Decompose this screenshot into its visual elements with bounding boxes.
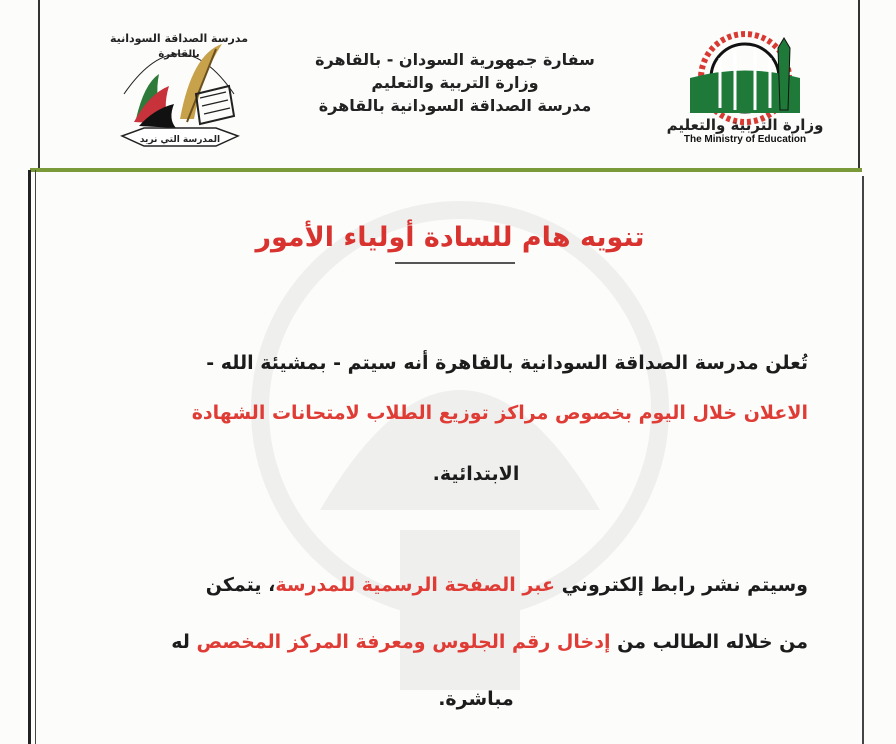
frame-right — [862, 176, 864, 744]
frame-top-left — [38, 0, 40, 170]
title-underline — [395, 262, 515, 264]
notice-line-2: الاعلان خلال اليوم بخصوص مراكز توزيع الطلاب لامتحانات الشهادة — [191, 402, 808, 424]
school-logo-arc-text: مدرسة الصداقة السودانية — [109, 32, 249, 45]
school-logo — [104, 24, 254, 154]
header-block — [280, 48, 630, 117]
school-logo-ribbon: المدرسة التي نريد — [139, 135, 221, 145]
notice-title: تنويه هام للسادة أولياء الأمور — [255, 222, 645, 253]
notice-line-4-highlight: عبر الصفحة الرسمية للمدرسة — [275, 574, 555, 596]
notice-line-5 — [88, 631, 808, 653]
notice-line-5-c: له — [171, 631, 197, 653]
embassy-line: سفارة جمهورية السودان - بالقاهرة — [315, 50, 595, 69]
notice-line-1: تُعلن مدرسة الصداقة السودانية بالقاهرة أنه سيتم - بمشيئة الله - — [206, 352, 808, 374]
notice-line-3: الابتدائية. — [432, 463, 520, 485]
frame-left-outer — [28, 170, 31, 744]
ministry-name-ar: وزارة التربية والتعليم — [666, 116, 824, 134]
header-divider — [30, 168, 862, 172]
notice-line-4-a: وسيتم نشر رابط إلكتروني — [554, 574, 808, 596]
ministry-name-en: The Ministry of Education — [683, 134, 807, 145]
notice-line-5-a: من خلاله الطالب من — [610, 631, 808, 653]
frame-left-inner — [35, 170, 36, 744]
school-logo-city: بالقاهرة — [158, 49, 200, 60]
ministry-line: وزارة التربية والتعليم — [371, 73, 539, 92]
notice-line-6: مباشرة. — [438, 688, 514, 710]
notice-line-4 — [88, 574, 808, 596]
notice-line-5-highlight: إدخال رقم الجلوس ومعرفة المركز المخصص — [196, 631, 611, 653]
school-line: مدرسة الصداقة السودانية بالقاهرة — [318, 96, 592, 115]
notice-line-4-c: ، يتمكن — [205, 574, 276, 596]
frame-top-right — [858, 0, 860, 170]
